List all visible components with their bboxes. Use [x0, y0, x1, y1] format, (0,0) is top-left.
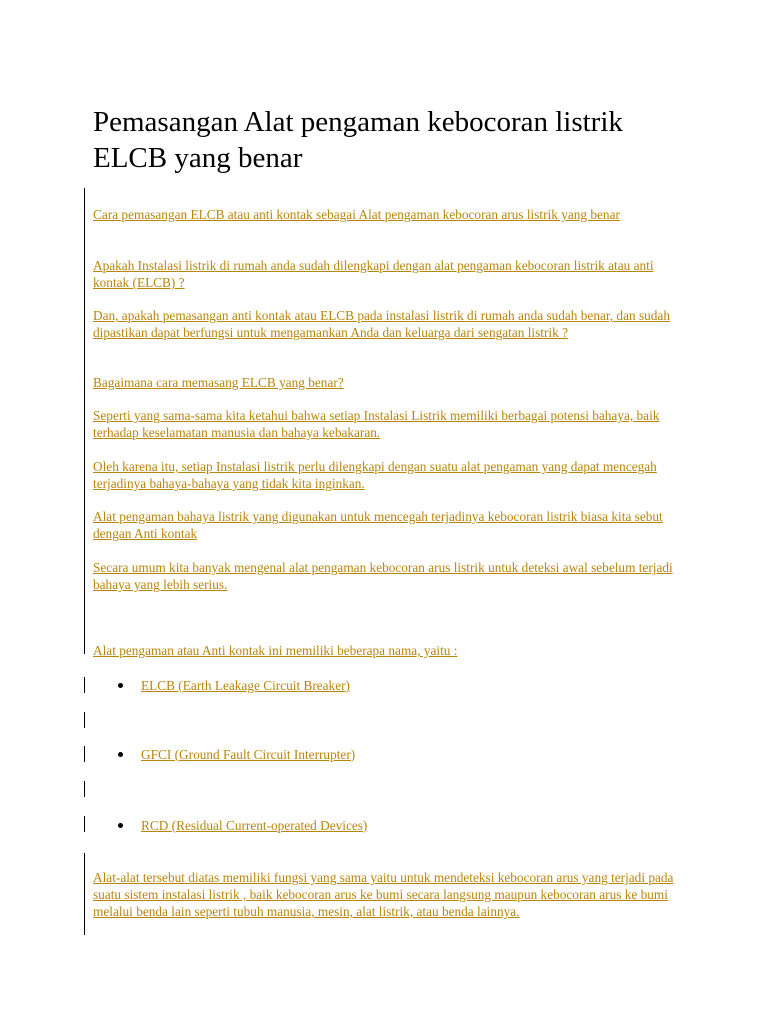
list-item	[118, 676, 350, 694]
margin-bar	[84, 853, 85, 935]
paragraph-link[interactable]: Seperti yang sama-sama kita ketahui bahwa setiap Instalasi Listrik memiliki berbagai potensi bahaya, baik terhadap keselamatan manusia dan bahaya kebakaran.	[93, 408, 660, 440]
margin-bar	[84, 677, 85, 693]
paragraph-link[interactable]: Secara umum kita banyak mengenal alat pengaman kebocoran arus listrik untuk deteksi awal sebelum terjadi bahaya yang lebih serius.	[93, 560, 673, 592]
paragraph-link[interactable]: Alat pengaman bahaya listrik yang digunakan untuk mencegah terjadinya kebocoran listrik biasa kita sebut dengan Anti kontak	[93, 509, 663, 541]
paragraph-link[interactable]: Alat pengaman atau Anti kontak ini memiliki beberapa nama, yaitu :	[93, 643, 458, 658]
closing-paragraph-link[interactable]: Alat-alat tersebut diatas memiliki fungsi yang sama yaitu untuk mendeteksi kebocoran arus yang terjadi pada suatu sistem instalasi listrik , baik kebocoran arus ke bumi secara langsung maupun kebocoran arus ke bumi melalui benda lain seperti tubuh manusia, mesin, alat listrik, atau benda lainnya.	[93, 870, 674, 919]
page-title: Pemasangan Alat pengaman kebocoran listrik ELCB yang benar	[93, 106, 623, 174]
list-item-link[interactable]: RCD (Residual Current-operated Devices)	[141, 817, 368, 833]
bullet-icon	[118, 683, 123, 688]
margin-bar	[84, 188, 85, 654]
paragraph-link[interactable]: Apakah Instalasi listrik di rumah anda sudah dilengkapi dengan alat pengaman kebocoran listrik atau anti kontak (ELCB) ?	[93, 258, 654, 290]
paragraph-link[interactable]: Oleh karena itu, setiap Instalasi listrik perlu dilengkapi dengan suatu alat pengaman yang dapat mencegah terjadinya bahaya-bahaya yang tidak kita inginkan.	[93, 459, 657, 491]
margin-bar	[84, 816, 85, 832]
list-item	[118, 816, 367, 834]
list-item	[118, 745, 355, 763]
list-item-link[interactable]: GFCI (Ground Fault Circuit Interrupter)	[141, 746, 356, 762]
margin-bar	[84, 712, 85, 728]
bullet-icon	[118, 823, 123, 828]
paragraph-link[interactable]: Bagaimana cara memasang ELCB yang benar?	[93, 375, 344, 390]
bullet-icon	[118, 752, 123, 757]
margin-bar	[84, 746, 85, 762]
paragraph-link[interactable]: Cara pemasangan ELCB atau anti kontak sebagai Alat pengaman kebocoran arus listrik yang benar	[93, 207, 620, 222]
list-item-link[interactable]: ELCB (Earth Leakage Circuit Breaker)	[141, 677, 350, 693]
margin-bar	[84, 781, 85, 797]
paragraph-link[interactable]: Dan, apakah pemasangan anti kontak atau ELCB pada instalasi listrik di rumah anda sudah benar, dan sudah dipastikan dapat berfungsi untuk mengamankan Anda dan keluarga dari sengatan listrik ?	[93, 308, 670, 340]
